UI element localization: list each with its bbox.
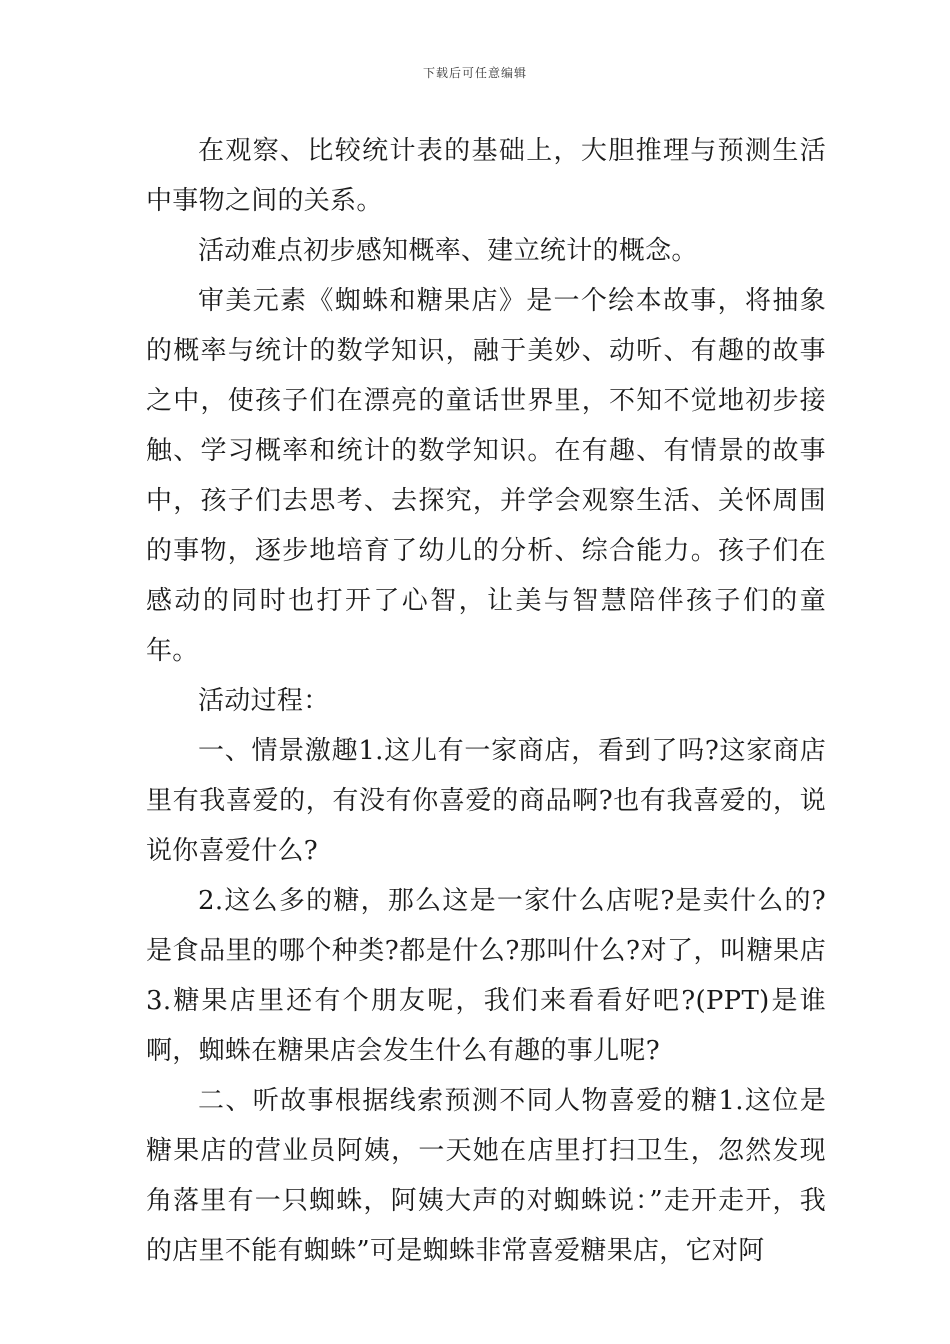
- paragraph: 活动过程：: [198, 686, 330, 716]
- paragraph: 活动难点初步感知概率、建立统计的概念。: [198, 236, 698, 266]
- paragraph: 2.这么多的糖，那么这是一家什么店呢?是卖什么的?是食品里的哪个种类?都是什么?那叫什么?对了，叫糖果店3.糖果店里还有个朋友呢，我们来看看好吧?(PPT)是谁啊，蜘蛛在糖果店会发生什么有趣的事儿呢?: [146, 886, 826, 1066]
- paragraph: 审美元素《蜘蛛和糖果店》是一个绘本故事，将抽象的概率与统计的数学知识，融于美妙、动听、有趣的故事之中，使孩子们在漂亮的童话世界里，不知不觉地初步接触、学习概率和统计的数学知识。在有趣、有情景的故事中，孩子们去思考、去探究，并学会观察生活、关怀周围的事物，逐步地培育了幼儿的分析、综合能力。孩子们在感动的同时也打开了心智，让美与智慧陪伴孩子们的童年。: [146, 286, 826, 666]
- paragraph: 二、听故事根据线索预测不同人物喜爱的糖1.这位是糖果店的营业员阿姨，一天她在店里打扫卫生，忽然发现角落里有一只蜘蛛，阿姨大声的对蜘蛛说：”走开走开，我的店里不能有蜘蛛”可是蜘蛛非常喜爱糖果店，它对阿: [146, 1086, 826, 1266]
- document-body: [146, 126, 826, 1276]
- page-header: 下载后可任意编辑: [422, 66, 527, 80]
- paragraph: 在观察、比较统计表的基础上，大胆推理与预测生活中事物之间的关系。: [146, 136, 826, 216]
- paragraph: 一、情景激趣1.这儿有一家商店，看到了吗?这家商店里有我喜爱的，有没有你喜爱的商品啊?也有我喜爱的，说说你喜爱什么?: [146, 736, 826, 866]
